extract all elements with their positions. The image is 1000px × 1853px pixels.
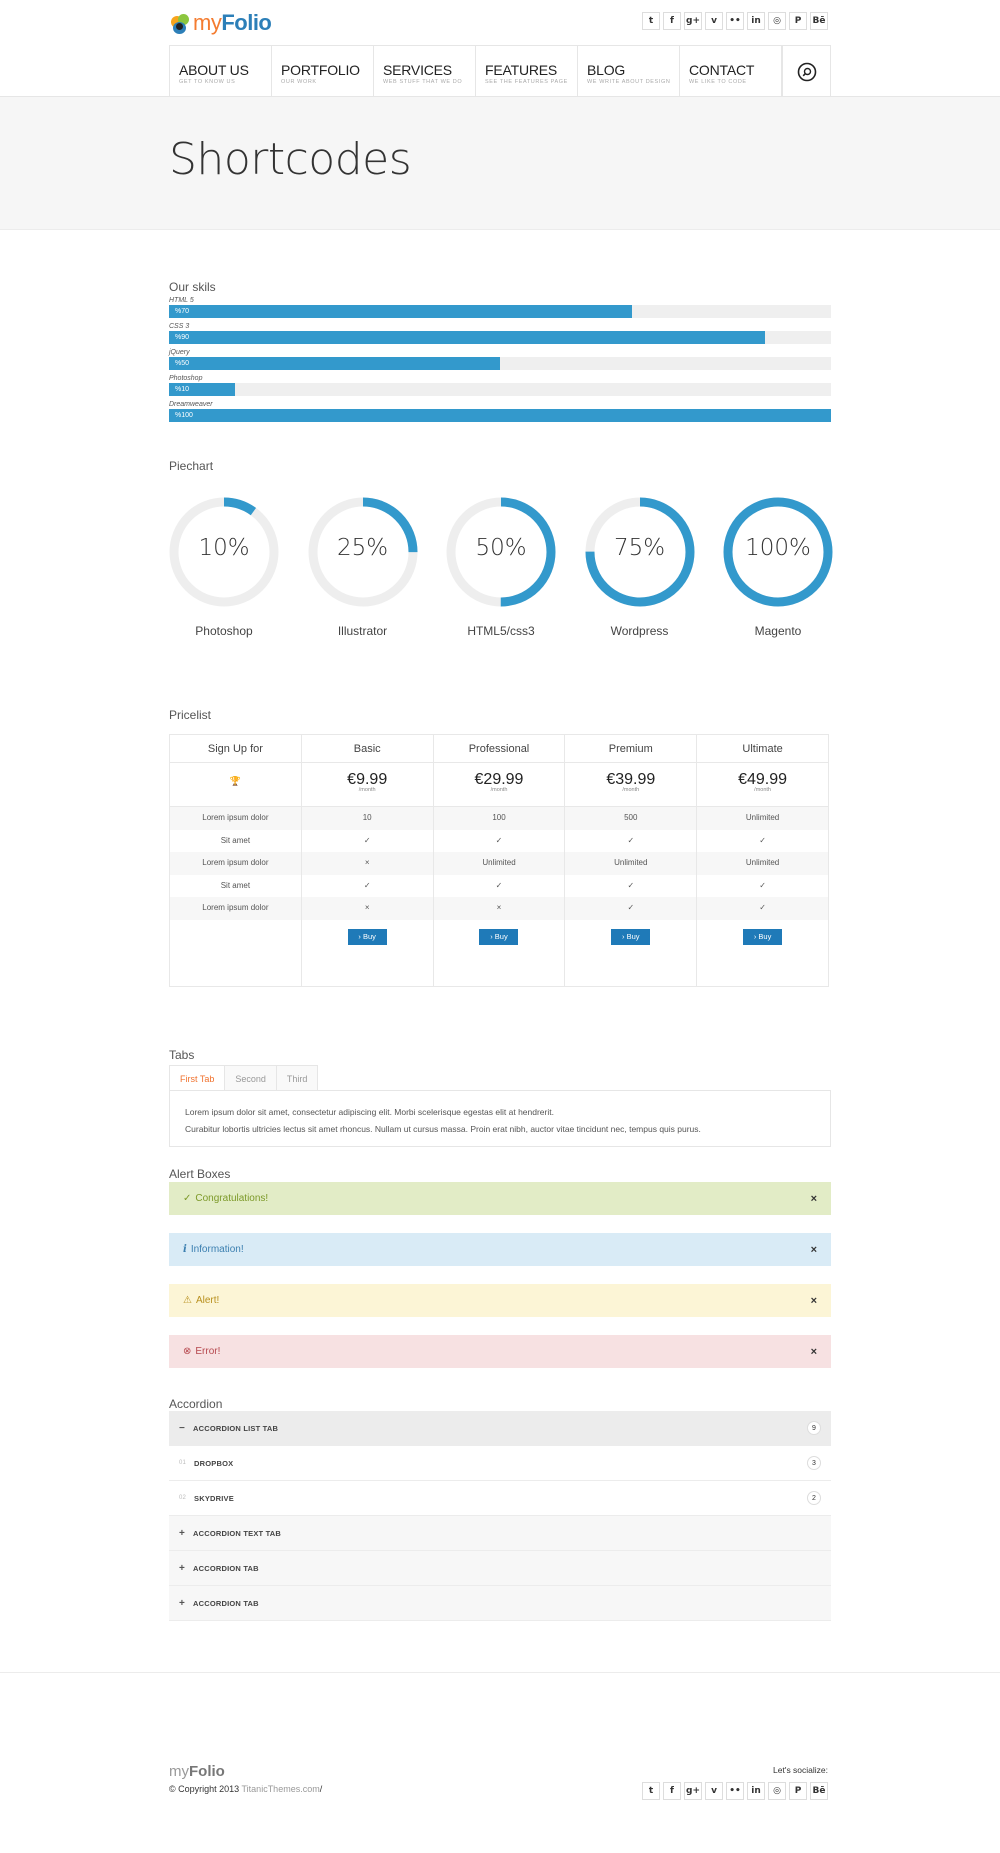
flickr-icon[interactable]: •• [726, 12, 744, 30]
logo-mark-icon [169, 12, 191, 34]
skill-track [169, 305, 831, 318]
plan-cell: 10 [302, 807, 433, 830]
skills-heading: Our skils [169, 280, 216, 294]
accordion-item-label: SKYDRIVE [194, 1493, 234, 1503]
skill-row [169, 296, 831, 318]
google-plus-icon[interactable]: g+ [684, 1782, 702, 1800]
pie-magento [723, 497, 833, 638]
plan-cell: ✓ [759, 835, 766, 845]
copyright [169, 1784, 322, 1794]
twitter-icon[interactable]: t [642, 1782, 660, 1800]
vimeo-icon[interactable]: v [705, 1782, 723, 1800]
logo-my: my [193, 10, 222, 35]
linkedin-icon[interactable]: in [747, 12, 765, 30]
skill-track [169, 383, 831, 396]
footer-social-icons [642, 1782, 828, 1800]
nav-item-title: CONTACT [689, 62, 755, 78]
plan-price-cell [565, 763, 696, 807]
close-icon[interactable]: × [810, 1243, 817, 1256]
accordion-item[interactable] [169, 1446, 831, 1481]
piechart-heading: Piechart [169, 459, 214, 473]
pie-percent: 100% [745, 535, 811, 561]
tab-first-tab[interactable]: First Tab [169, 1065, 225, 1091]
accordion-count-badge: 3 [807, 1456, 821, 1470]
accordion-item-label: ACCORDION TAB [193, 1598, 259, 1608]
tab-content-line: Curabitur lobortis ultricies lectus sit amet rhoncus. Nullam ut cursus massa. Proin erat nibh, auctor vitae tincidunt nec, tempus quis purus. [185, 1124, 701, 1134]
plan-cell: ✓ [565, 897, 696, 920]
plan-cell: Unlimited [697, 852, 828, 875]
pie-percent: 75% [613, 535, 666, 561]
alert-text: Information! [190, 1244, 244, 1255]
footer-logo[interactable] [169, 1763, 225, 1780]
accordion-item-label: ACCORDION TAB [193, 1563, 259, 1573]
skill-row [169, 348, 831, 370]
pie-photoshop [169, 497, 279, 638]
plan-cell: ✓ [627, 835, 635, 845]
skill-row [169, 374, 831, 396]
pricelist-table [169, 734, 829, 987]
pie-name: Illustrator [337, 624, 388, 638]
plan-professional [433, 735, 565, 986]
buy-button[interactable]: › Buy [348, 929, 387, 945]
logo-folio: Folio [221, 10, 272, 35]
pie-percent: 50% [475, 535, 527, 561]
nav-item-subtitle: WEB STUFF THAT WE DO [383, 79, 463, 85]
pricelist-row-label: Lorem ipsum dolor [170, 807, 301, 830]
nav-item-title: PORTFOLIO [281, 62, 360, 78]
search-icon [797, 62, 817, 82]
tab-second[interactable]: Second [225, 1065, 277, 1091]
tab-content-line: Lorem ipsum dolor sit amet, consectetur adipiscing elit. Morbi scelerisque egestas elit at hendrerit. [185, 1107, 554, 1117]
close-icon[interactable]: × [810, 1294, 817, 1307]
pie-html5-css3 [446, 497, 556, 638]
socialize-label: Let's socialize: [773, 1765, 829, 1775]
alert-message [183, 1244, 244, 1255]
plus-icon: + [179, 1597, 186, 1609]
nav-item-contact[interactable] [679, 46, 781, 97]
alert-message [183, 1193, 268, 1204]
skill-bar: %70 [169, 305, 632, 318]
accordion-item-label: ACCORDION TEXT TAB [193, 1528, 282, 1538]
plan-period: /month [490, 787, 508, 793]
close-icon[interactable]: × [810, 1345, 817, 1358]
google-plus-icon[interactable]: g+ [684, 12, 702, 30]
skill-label: Dreamweaver [169, 401, 213, 408]
nav-item-subtitle: WE LIKE TO CODE [689, 79, 747, 85]
alert-message [183, 1295, 219, 1306]
nav-item-subtitle: GET TO KNOW US [179, 79, 236, 85]
pie-illustrator [308, 497, 418, 638]
vimeo-icon[interactable]: v [705, 12, 723, 30]
plan-cell: ✓ [495, 835, 503, 845]
accordion-item-number: 01 [179, 1460, 187, 1466]
behance-icon[interactable]: Bē [810, 12, 828, 30]
copyright-text: © Copyright 2013 [169, 1784, 242, 1794]
pie-percent: 10% [198, 535, 250, 561]
twitter-icon[interactable]: t [642, 12, 660, 30]
plan-cell: 500 [565, 807, 696, 830]
plan-cell: Unlimited [565, 852, 696, 875]
nav-items [169, 46, 781, 97]
accordion-count-badge: 9 [807, 1421, 821, 1435]
nav-item-title: BLOG [587, 62, 626, 78]
pricelist-trophy-cell [170, 763, 301, 807]
search-button[interactable] [782, 46, 831, 97]
warning-icon: ⚠ [183, 1295, 192, 1306]
pie-name: HTML5/css3 [467, 624, 535, 638]
accordion-item[interactable] [169, 1586, 831, 1621]
facebook-icon[interactable]: f [663, 1782, 681, 1800]
buy-button[interactable]: › Buy [743, 929, 782, 945]
skill-label: Photoshop [169, 375, 203, 382]
plan-cell: ✓ [363, 835, 371, 845]
plan-price: €39.99 [606, 771, 656, 788]
plan-name: Ultimate [697, 735, 828, 763]
pie-name: Photoshop [195, 624, 253, 638]
dribbble-icon[interactable]: ◎ [768, 1782, 786, 1800]
skill-bar: %10 [169, 383, 235, 396]
pie-name: Magento [754, 624, 802, 638]
flickr-icon[interactable]: •• [726, 1782, 744, 1800]
plan-cell: × [434, 897, 565, 920]
error-icon: ⊗ [183, 1346, 192, 1357]
title-band [0, 97, 1000, 230]
plan-price-cell [697, 763, 828, 807]
plan-name: Professional [434, 735, 565, 763]
pricelist-row-label: Sit amet [220, 880, 251, 890]
footer-logo-my: my [169, 1763, 189, 1780]
header-social-icons [642, 12, 828, 30]
nav-item-subtitle: OUR WORK [281, 79, 317, 85]
nav-item-title: SERVICES [383, 62, 452, 78]
skill-label: jQuery [169, 349, 190, 356]
nav-item-services[interactable] [373, 46, 475, 97]
nav-item-subtitle: WE WRITE ABOUT DESIGN [587, 79, 671, 85]
plan-period: /month [358, 787, 376, 793]
nav-item-title: ABOUT US [179, 62, 249, 78]
dribbble-icon[interactable]: ◎ [768, 12, 786, 30]
accordion-item-label: DROPBOX [194, 1458, 234, 1468]
trophy-icon: 🏆 [229, 777, 241, 787]
plan-period: /month [622, 787, 640, 793]
plan-price: €49.99 [738, 771, 788, 788]
pricelist-row-label: Lorem ipsum dolor [170, 852, 301, 875]
accordion-heading: Accordion [169, 1397, 223, 1411]
buy-button[interactable]: › Buy [479, 929, 518, 945]
plus-icon: + [179, 1562, 186, 1574]
close-icon[interactable]: × [810, 1192, 817, 1205]
copyright-link[interactable]: TitanicThemes.com [241, 1784, 320, 1794]
skill-track [169, 331, 831, 344]
plan-basic [301, 735, 433, 986]
site-header [0, 0, 1000, 97]
main-nav [169, 45, 831, 97]
accordion-item[interactable] [169, 1411, 831, 1446]
plan-cell: ✓ [363, 880, 371, 890]
page-title: Shortcodes [169, 134, 412, 185]
nav-item-features[interactable] [475, 46, 577, 97]
alert-congratulations [169, 1182, 831, 1215]
check-icon: ✓ [183, 1193, 192, 1204]
alert-alert [169, 1284, 831, 1317]
nav-item-portfolio[interactable] [271, 46, 373, 97]
alert-text: Congratulations! [195, 1193, 269, 1204]
pie-percent: 25% [336, 535, 389, 561]
minus-icon: − [179, 1422, 186, 1434]
behance-icon[interactable]: Bē [810, 1782, 828, 1800]
alert-error [169, 1335, 831, 1368]
plan-cell: × [302, 897, 433, 920]
skill-row [169, 400, 831, 422]
pricelist-heading: Pricelist [169, 708, 212, 722]
plan-price-cell [302, 763, 433, 807]
pricelist-row-label: Sit amet [220, 835, 251, 845]
facebook-icon[interactable]: f [663, 12, 681, 30]
pricelist-label-column [170, 735, 301, 986]
skill-track [169, 409, 831, 422]
plan-cell: Unlimited [697, 807, 828, 830]
plan-price: €29.99 [474, 771, 524, 788]
site-logo[interactable] [169, 8, 271, 38]
skill-bar: %50 [169, 357, 500, 370]
pricelist-row-label: Lorem ipsum dolor [170, 897, 301, 920]
pinterest-icon[interactable]: P [789, 12, 807, 30]
skill-bar: %90 [169, 331, 765, 344]
plan-cell: 100 [434, 807, 565, 830]
skill-row [169, 322, 831, 344]
accordion-item[interactable] [169, 1516, 831, 1551]
accordion-item-label: ACCORDION LIST TAB [193, 1423, 279, 1433]
tabs-bar [169, 1065, 318, 1091]
nav-item-blog[interactable] [577, 46, 679, 97]
pie-name: Wordpress [610, 624, 669, 638]
copyright-slash: / [319, 1784, 323, 1794]
plan-cell: ✓ [759, 880, 766, 890]
linkedin-icon[interactable]: in [747, 1782, 765, 1800]
skill-track [169, 357, 831, 370]
nav-item-subtitle: SEE THE FEATURES PAGE [485, 79, 568, 85]
plan-cell: ✓ [627, 880, 635, 890]
plan-cell: ✓ [697, 897, 828, 920]
buy-button[interactable]: › Buy [611, 929, 650, 945]
pie-wordpress [585, 497, 695, 638]
logo-text [193, 10, 271, 36]
plan-price-cell [434, 763, 565, 807]
info-icon: i [183, 1244, 187, 1255]
plan-ultimate [696, 735, 828, 986]
skill-label: HTML 5 [169, 297, 194, 304]
footer-logo-folio: Folio [189, 1763, 225, 1780]
alerts-heading: Alert Boxes [169, 1167, 231, 1181]
tabs-heading: Tabs [169, 1048, 195, 1062]
alert-information [169, 1233, 831, 1266]
tab-third[interactable]: Third [277, 1065, 319, 1091]
accordion [169, 1411, 831, 1621]
alert-text: Alert! [195, 1295, 220, 1306]
plan-price: €9.99 [347, 771, 388, 788]
skill-bar: %100 [169, 409, 831, 422]
tab-panel [169, 1090, 831, 1147]
footer-divider [0, 1672, 1000, 1673]
accordion-count-badge: 2 [807, 1491, 821, 1505]
plan-period: /month [754, 787, 771, 793]
skill-label: CSS 3 [169, 323, 190, 330]
accordion-item[interactable] [169, 1551, 831, 1586]
accordion-item-number: 02 [179, 1495, 187, 1501]
nav-item-about-us[interactable] [169, 46, 271, 97]
plan-cell: Unlimited [434, 852, 565, 875]
pinterest-icon[interactable]: P [789, 1782, 807, 1800]
alert-text: Error! [195, 1346, 221, 1357]
plan-premium [564, 735, 696, 986]
plan-name: Premium [565, 735, 696, 763]
pricelist-signup: Sign Up for [170, 735, 301, 763]
plus-icon: + [179, 1527, 186, 1539]
plan-cell: × [302, 852, 433, 875]
plan-cell: ✓ [495, 880, 503, 890]
accordion-item[interactable] [169, 1481, 831, 1516]
plan-name: Basic [302, 735, 433, 763]
alert-message [183, 1346, 220, 1357]
nav-item-title: FEATURES [485, 62, 558, 78]
